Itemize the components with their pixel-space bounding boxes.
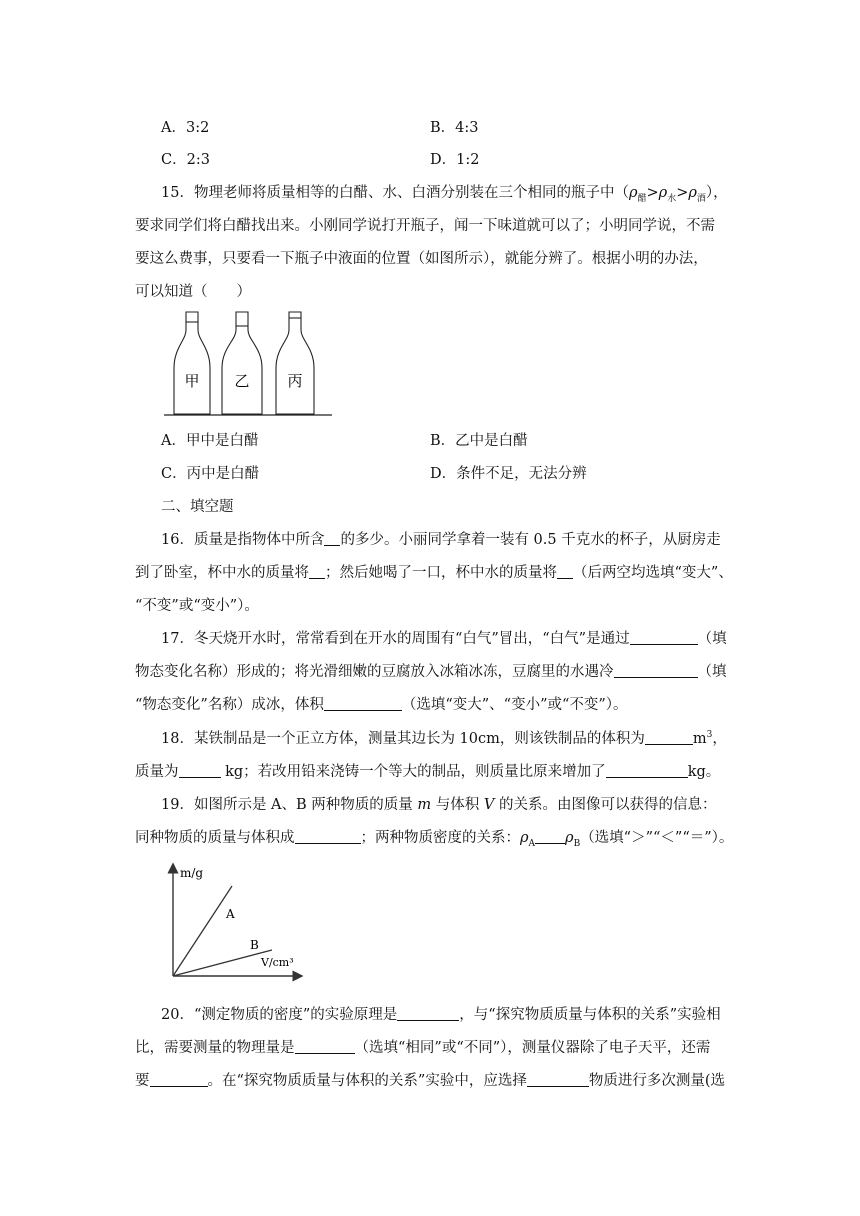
bottle-label-yi: 乙	[234, 372, 250, 390]
bottles-figure	[160, 308, 340, 420]
q15-option-d: D．条件不足，无法分辨	[430, 466, 587, 482]
q19-line-2: 同种物质的质量与体积成 ；两种物质密度的关系：$\rho_A$ $\rho_B$（选填“＞”“＜”“＝”）。	[135, 830, 734, 849]
q14-option-d: D．1:2	[430, 152, 480, 168]
series-label-A: A	[226, 907, 235, 921]
q18-line-1: 18．某铁制品是一个正立方体，测量其边长为 10cm，则该铁制品的体积为 $m^3$，	[161, 730, 727, 747]
mass-volume-chart	[160, 862, 310, 984]
q20-line-2: 比，需要测量的物理量是 （选填“相同”或“不同”），测量仪器除了电子天平，还需	[135, 1040, 711, 1056]
x-axis-label: V/cm³	[261, 956, 294, 969]
q15-line-3: 要这么费事，只要看一下瓶子中液面的位置（如图所示），就能分辨了。根据小明的办法，	[135, 251, 708, 267]
section-heading: 二、填空题	[161, 499, 234, 515]
q15-line-4: 可以知道（ ）	[135, 284, 251, 300]
q16-line-1: 16．质量是指物体中所含 的多少。小丽同学拿着一装有 0.5 千克水的杯子，从厨房走	[161, 532, 721, 548]
q17-line-3: “物态变化”名称）成冰，体积 （选填“变大”、“变小”或“不变”）。	[135, 697, 628, 713]
q18-line-2: 质量为 kg；若改用铅来浇铸一个等大的制品，则质量比原来增加了 kg。	[135, 764, 721, 780]
q15-option-a: A．甲中是白醋	[161, 433, 259, 449]
series-label-B: B	[250, 938, 259, 952]
bottle-label-jia: 甲	[184, 372, 200, 390]
q14-option-c: C．2:3	[161, 152, 210, 168]
q15-option-c: C．丙中是白醋	[161, 466, 260, 482]
q16-line-3: “不变”或“变小”）。	[135, 598, 259, 614]
q16-line-2: 到了卧室，杯中水的质量将 ；然后她喝了一口，杯中水的质量将 （后两空均选填“变大”、	[135, 565, 733, 581]
bottle-label-bing: 丙	[287, 372, 303, 390]
q14-option-b: B．4:3	[430, 120, 479, 136]
q15-option-b: B．乙中是白醋	[430, 433, 528, 449]
q19-line-1: 19．如图所示是 A、B 两种物质的质量 m 与体积 V 的关系。由图像可以获得的信息：	[161, 797, 717, 813]
y-axis-label: m/g	[180, 866, 204, 880]
q15-line-1: 15．物理老师将质量相等的白醋、水、白酒分别装在三个相同的瓶子中$(\rho_醋>\rho_水>\rho_酒)$，	[161, 185, 728, 204]
q15-line-2: 要求同学们将白醋找出来。小刚同学说打开瓶子，闻一下味道就可以了；小明同学说，不需	[135, 218, 715, 234]
q17-line-2: 物态变化名称）形成的；将光滑细嫩的豆腐放入冰箱冰冻，豆腐里的水遇冷 （填	[135, 664, 727, 680]
q14-option-a: A．3:2	[161, 120, 210, 136]
q20-line-1: 20．“测定物质的密度”的实验原理是 ，与“探究物质质量与体积的关系”实验相	[161, 1007, 721, 1023]
q17-line-1: 17．冬天烧开水时，常常看到在开水的周围有“白气”冒出，“白气”是通过 （填	[161, 631, 727, 647]
q20-line-3: 要 。在“探究物质质量与体积的关系”实验中，应选择 物质进行多次测量(选	[135, 1073, 725, 1089]
